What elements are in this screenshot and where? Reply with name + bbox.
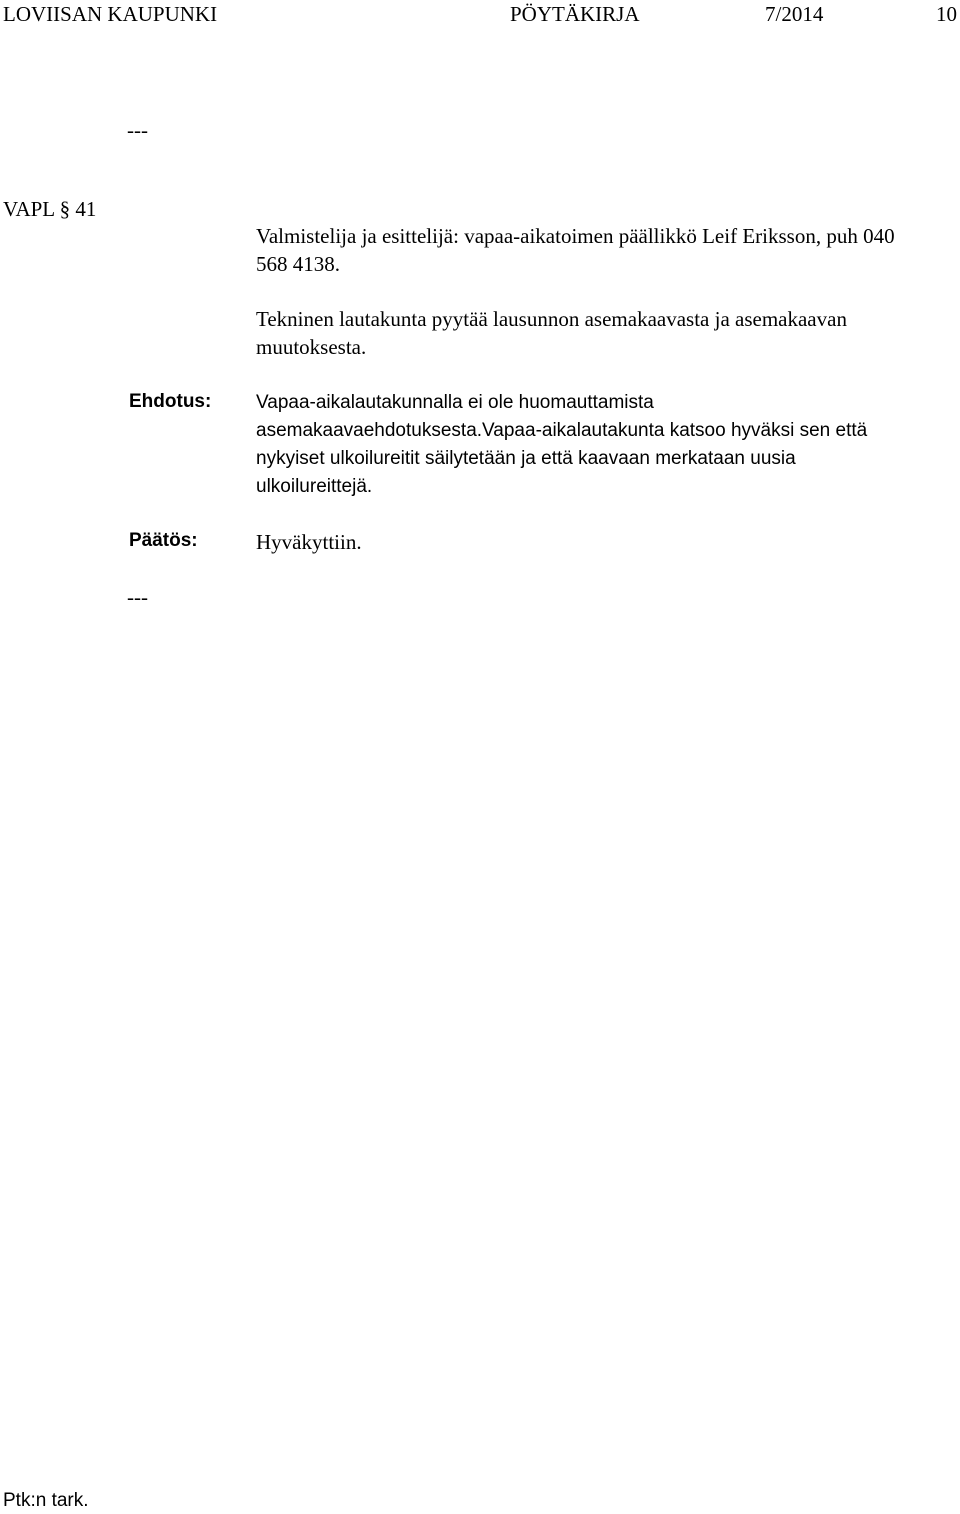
footer-initials-label: Ptk:n tark.	[3, 1490, 89, 1511]
header-page-number: 10	[936, 2, 957, 26]
header-organization: LOVIISAN KAUPUNKI	[3, 2, 218, 26]
preparer-paragraph: Valmistelija ja esittelijä: vapaa-aikatoimen päällikkö Leif Eriksson, puh 040 568 4138.	[256, 224, 895, 276]
separator-bottom: ---	[127, 585, 148, 609]
proposal-label: Ehdotus:	[129, 391, 212, 412]
decision-label: Päätös:	[129, 530, 198, 551]
separator-top: ---	[127, 118, 148, 142]
header-meeting-number: 7/2014	[765, 2, 824, 26]
proposal-paragraph: Vapaa-aikalautakunnalla ei ole huomauttamista asemakaavaehdotuksesta.Vapaa-aikalautakunta katsoo hyväksi sen että nykyiset ulkoilureitit säilytetään ja että kaavaan merkataan uusia ulkoilureittejä.	[256, 392, 868, 497]
header-document-type: PÖYTÄKIRJA	[510, 2, 640, 26]
decision-paragraph: Hyväkyttiin.	[256, 530, 362, 554]
section-identifier: VAPL § 41	[3, 197, 97, 221]
request-paragraph: Tekninen lautakunta pyytää lausunnon asemakaavasta ja asemakaavan muutoksesta.	[256, 307, 847, 359]
